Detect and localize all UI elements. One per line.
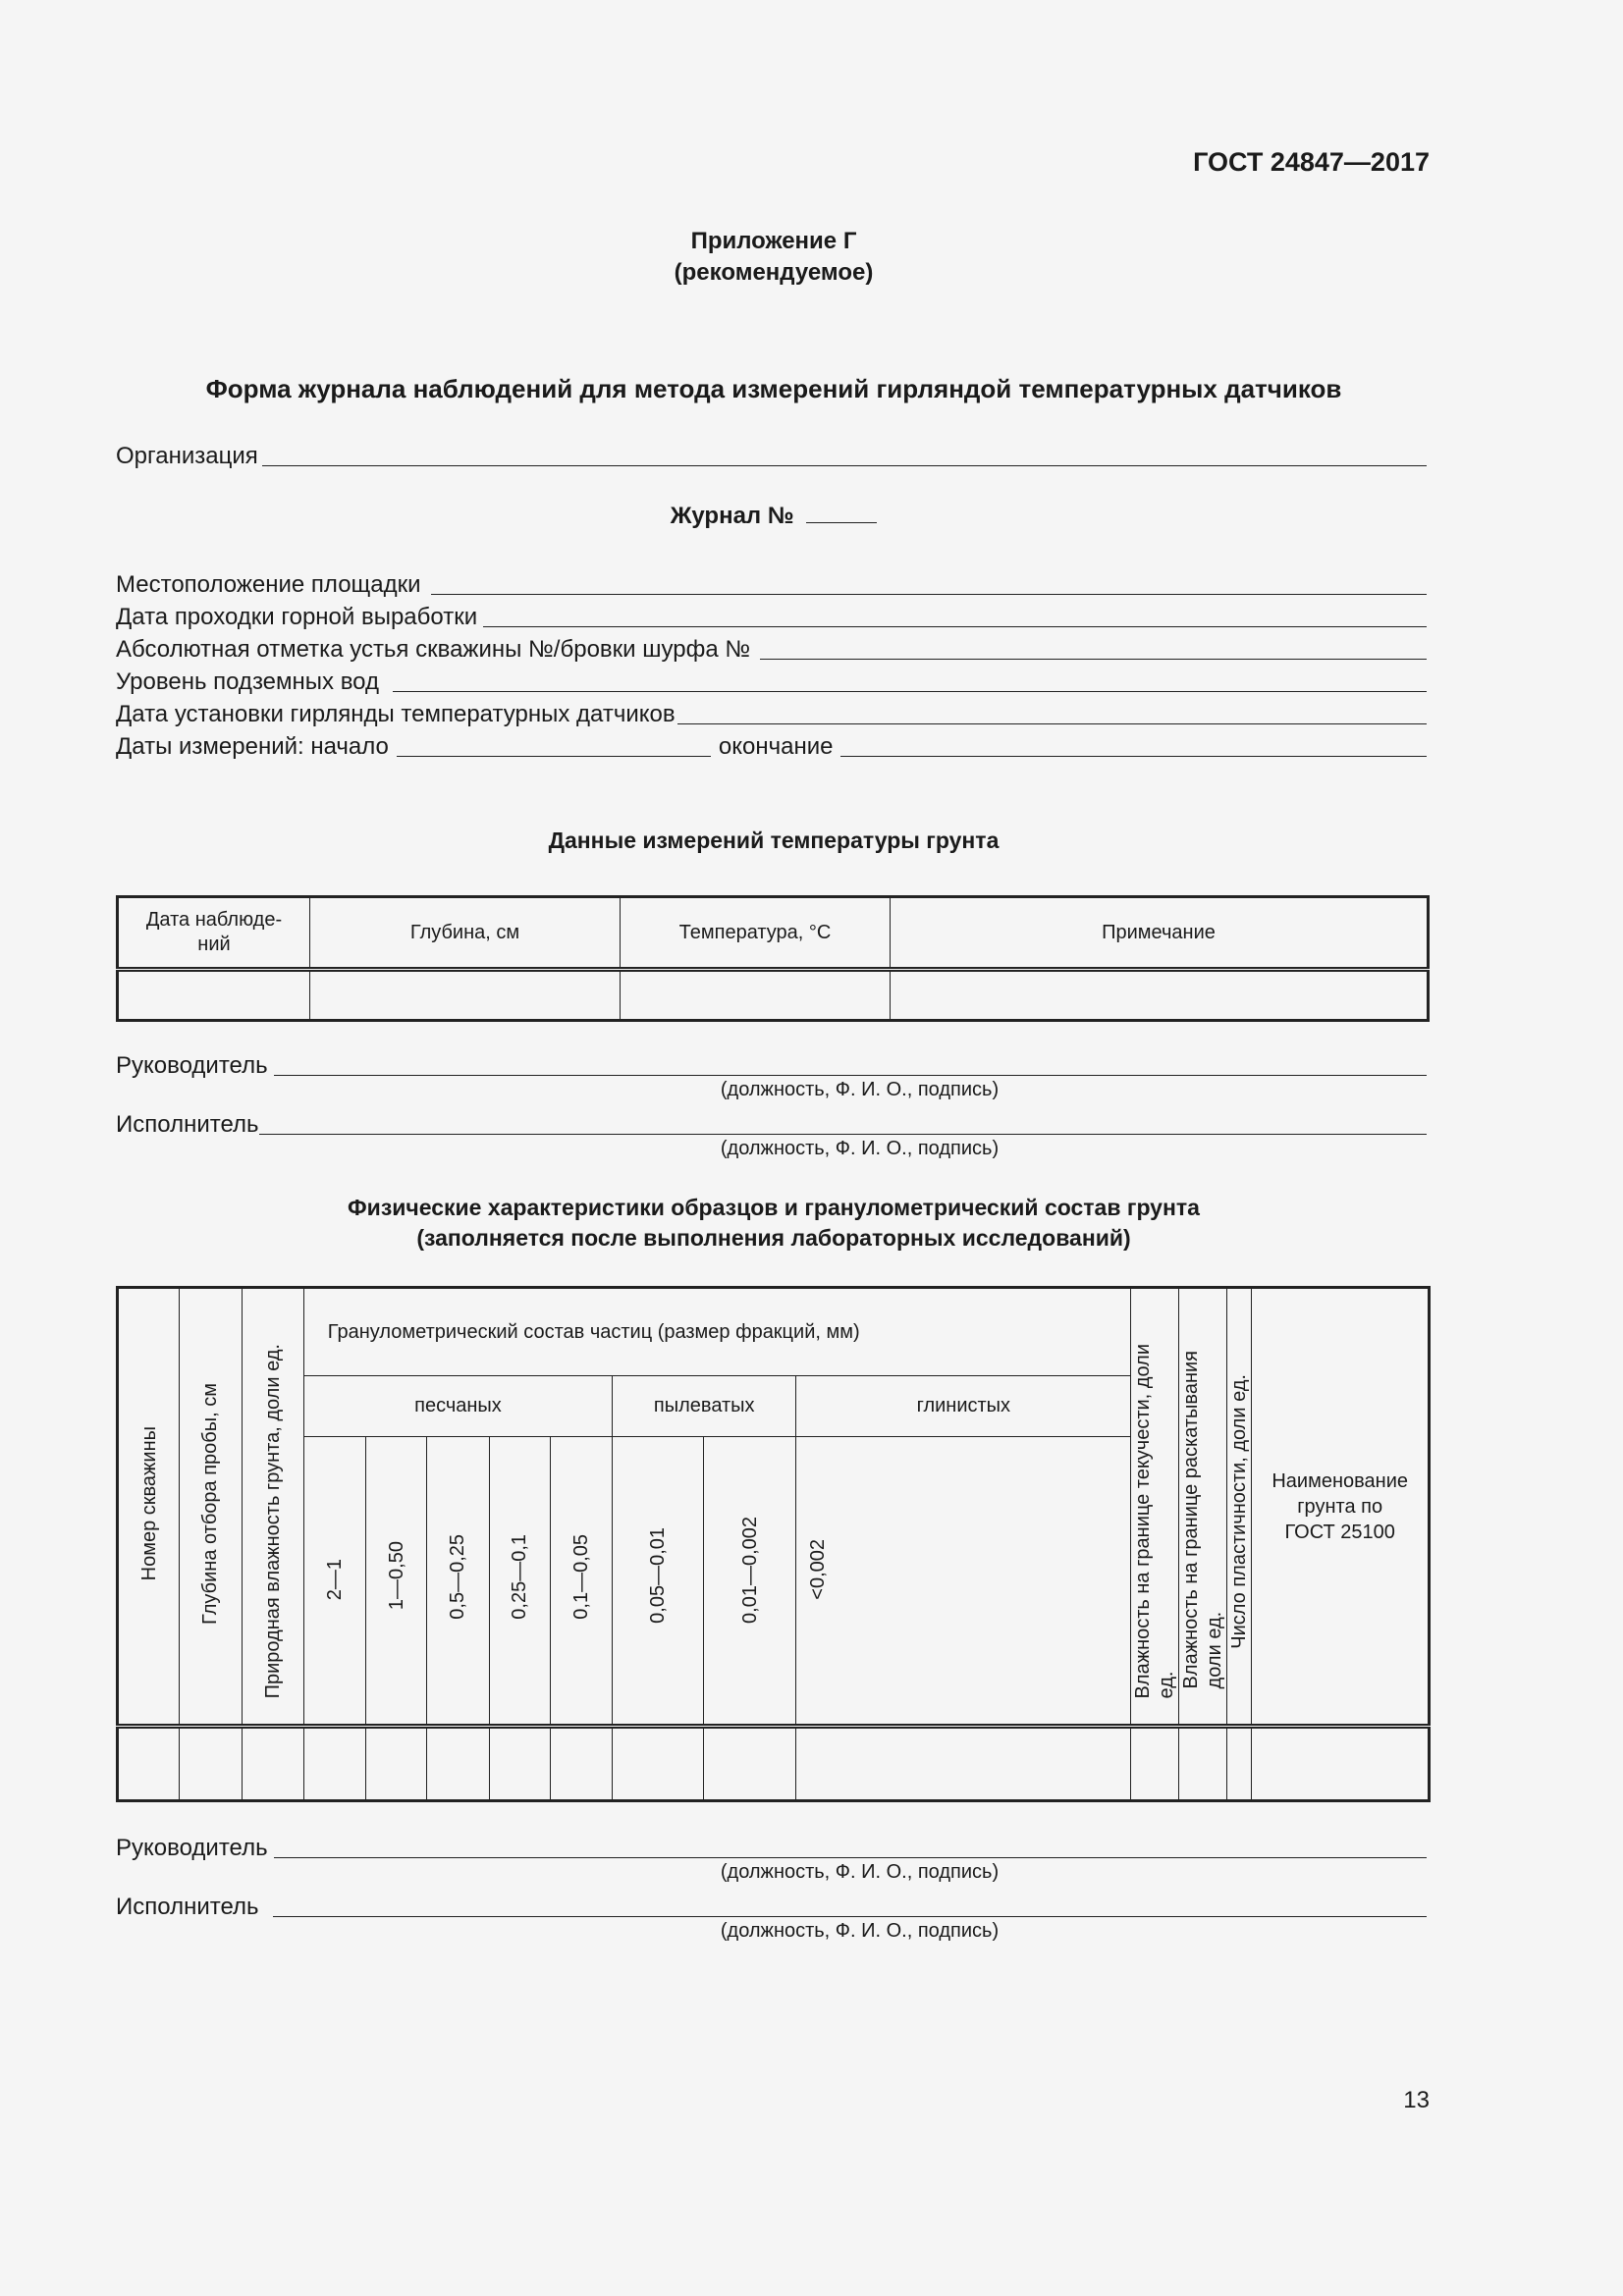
col-fraction [303,1437,365,1727]
table2-title [0,1193,1547,1254]
col-plastic-limit [1179,1288,1227,1727]
executor-label: Исполнитель [116,1111,259,1138]
table-row [118,970,1429,1021]
col-plastic-limit-label: Влажность на границе раскатывания доли ед. [1180,1350,1226,1688]
cell[interactable] [303,1727,365,1801]
signature-line[interactable] [274,1857,1427,1858]
col-depth: Глубина, см [310,897,621,970]
fraction-label: <0,002 [807,1539,830,1600]
col-natural-moisture-label: Природная влажность грунта, доли ед. [261,1343,284,1698]
head-signature-row-1 [116,1050,1427,1080]
table1-title: Данные измерений температуры грунта [548,828,1000,853]
cell[interactable] [242,1727,303,1801]
col-well-number [118,1288,180,1727]
field-label: Дата установки гирлянды температурных датчиков [116,701,676,727]
cell[interactable] [118,1727,180,1801]
temperature-table [116,895,1430,1022]
col-plasticity-index-label: Число пластичности, доли ед. [1228,1374,1251,1649]
col-fraction [489,1437,550,1727]
fraction-label: 1—0,50 [385,1540,407,1610]
fraction-label: 2—1 [323,1558,346,1600]
cell[interactable] [1227,1727,1252,1801]
cell[interactable] [489,1727,550,1801]
cell[interactable] [427,1727,489,1801]
group-silt: пылеватых [613,1376,796,1437]
fraction-label: 0,5—0,25 [447,1534,469,1620]
field-row-elevation [116,634,1427,664]
soil-properties-table [116,1286,1431,1802]
standard-code: ГОСТ 24847—2017 [1193,147,1430,177]
col-well-number-label: Номер скважины [137,1425,160,1581]
head-label: Руководитель [116,1052,268,1079]
field-label: Дата проходки горной выработки [116,604,478,630]
field-label: Местоположение площадки [116,571,421,598]
cell[interactable] [613,1727,704,1801]
col-fraction [704,1437,796,1727]
col-plasticity-index [1227,1288,1252,1727]
head-signature-row-2 [116,1833,1427,1862]
col-liquid-limit [1131,1288,1179,1727]
journal-label: Журнал № [670,503,794,529]
field-row-install-date [116,699,1427,728]
executor-signature-row-1 [116,1109,1427,1139]
field-line[interactable] [677,723,1427,724]
col-fraction [366,1437,427,1727]
fraction-label: 0,05—0,01 [647,1527,670,1624]
cell[interactable] [796,1727,1131,1801]
annex-status: (рекомендуемое) [674,259,874,286]
field-line[interactable] [431,594,1427,595]
signature-line[interactable] [273,1916,1427,1917]
journal-number-line[interactable] [806,522,877,523]
signature-caption: (должность, Ф. И. О., подпись) [720,1079,1000,1100]
field-label: Уровень подземных вод [116,668,379,695]
fraction-label: 0,1—0,05 [570,1534,593,1620]
table2-title-line2: (заполняется после выполнения лабораторных исследований) [416,1225,1131,1251]
field-row-measure-dates [116,731,1427,761]
group-sand: песчаных [303,1376,612,1437]
fraction-label: 0,25—0,1 [509,1534,531,1620]
table-header-row [118,897,1429,970]
measure-end-line[interactable] [840,756,1427,757]
table2-title-line1: Физические характеристики образцов и гранулометрический состав грунта [348,1195,1200,1220]
measure-start-line[interactable] [397,756,711,757]
signature-line[interactable] [259,1134,1427,1135]
organization-row [116,441,1427,470]
cell[interactable] [180,1727,242,1801]
field-row-excavation-date [116,602,1427,631]
table-row [118,1727,1430,1801]
field-label: Абсолютная отметка устья скважины №/бровки шурфа № [116,636,751,663]
cell[interactable] [1252,1727,1430,1801]
cell[interactable] [1131,1727,1179,1801]
page-number: 13 [1403,2087,1430,2113]
field-line[interactable] [760,659,1427,660]
form-title: Форма журнала наблюдений для метода измерений гирляндой температурных датчиков [205,374,1342,403]
signature-line[interactable] [274,1075,1427,1076]
head-label: Руководитель [116,1835,268,1861]
cell[interactable] [704,1727,796,1801]
col-soil-name: Наименование грунта по ГОСТ 25100 [1252,1288,1430,1727]
col-fraction [796,1437,1131,1727]
executor-signature-row-2 [116,1892,1427,1921]
annex-title: Приложение Г [690,228,857,254]
col-liquid-limit-label: Влажность на границе текучести, доли ед. [1132,1343,1178,1698]
field-line[interactable] [393,691,1427,692]
group-clay: глинистых [796,1376,1131,1437]
col-note: Примечание [891,897,1429,970]
annex-heading [0,226,1547,289]
journal-heading [0,503,1547,530]
cell[interactable] [891,970,1429,1021]
signature-caption: (должность, Ф. И. О., подпись) [720,1861,1000,1883]
granulometric-header: Гранулометрический состав частиц (размер фракций, мм) [303,1288,1131,1376]
field-row-groundwater [116,667,1427,696]
measure-end-label: окончание [718,733,834,760]
table-header-row [118,1288,1430,1376]
col-temperature: Температура, °С [621,897,891,970]
signature-caption: (должность, Ф. И. О., подпись) [720,1920,1000,1942]
field-line[interactable] [483,626,1427,627]
col-fraction [550,1437,612,1727]
cell[interactable] [550,1727,612,1801]
col-fraction [613,1437,704,1727]
measure-start-label: Даты измерений: начало [116,733,389,760]
organization-label: Организация [116,443,258,469]
cell[interactable] [310,970,621,1021]
field-row-location [116,569,1427,599]
col-fraction [427,1437,489,1727]
col-date: Дата наблюде- ний [118,897,310,970]
signature-caption: (должность, Ф. И. О., подпись) [720,1138,1000,1159]
cell[interactable] [621,970,891,1021]
executor-label: Исполнитель [116,1894,259,1920]
col-sample-depth-label: Глубина отбора пробы, см [199,1382,222,1625]
organization-line[interactable] [262,465,1427,466]
cell[interactable] [366,1727,427,1801]
fraction-label: 0,01—0,002 [738,1517,761,1624]
col-natural-moisture [242,1288,303,1727]
cell[interactable] [1179,1727,1227,1801]
col-sample-depth [180,1288,242,1727]
cell[interactable] [118,970,310,1021]
